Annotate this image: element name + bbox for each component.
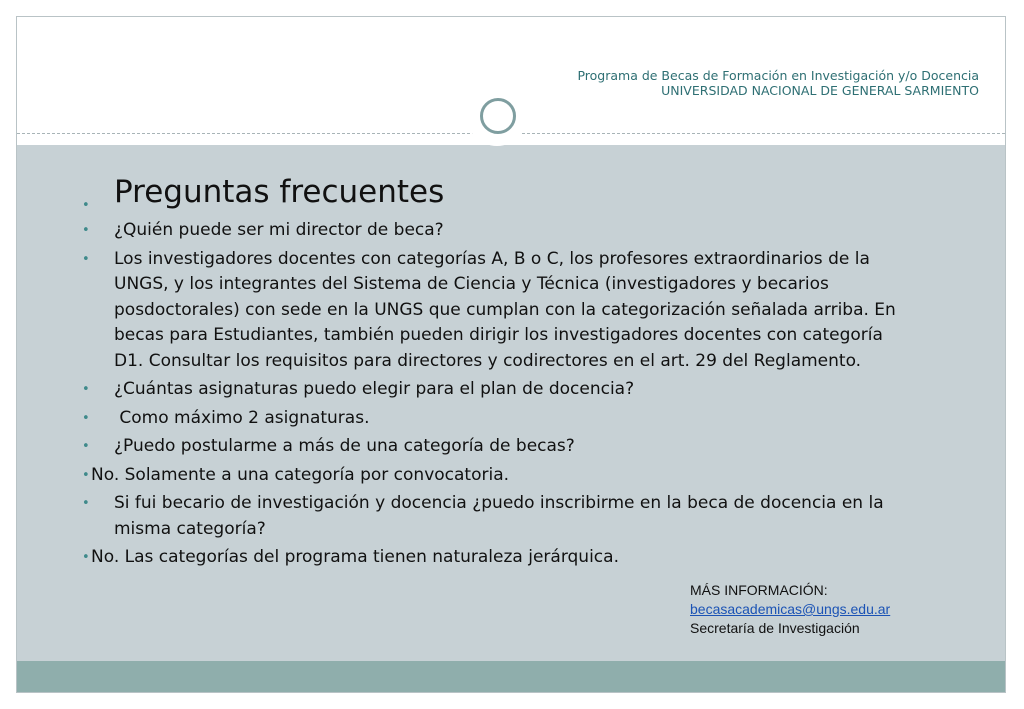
- faq-content: [82, 172, 902, 571]
- university-name: UNIVERSIDAD NACIONAL DE GENERAL SARMIENTO: [661, 83, 979, 98]
- bullet-icon: •: [82, 382, 90, 397]
- office-name: Secretaría de Investigación: [690, 620, 860, 636]
- program-header: [577, 68, 979, 98]
- bullet-icon: •: [82, 550, 90, 565]
- faq-title-item: [82, 172, 902, 212]
- bullet-icon: •: [82, 223, 90, 238]
- bullet-icon: •: [82, 467, 90, 483]
- bullet-icon: •: [82, 198, 90, 213]
- contact-label: MÁS INFORMACIÓN:: [690, 582, 828, 598]
- faq-question: • ¿Quién puede ser mi director de beca?: [82, 218, 902, 244]
- email-link[interactable]: becasacademicas@ungs.edu.ar: [690, 601, 891, 617]
- faq-answer: • Los investigadores docentes con categorías A, B o C, los profesores extraordinarios de la UNGS, y los integrantes del Sistema de Ciencia y Técnica (investigadores y becarios posdoctorales) con sede en la UNGS que cumplan con la categorización señalada arriba. En becas para Estudiantes, también pueden dirigir los investigadores docentes con categoría D1. Consultar los requisitos para directores y codirectores en el art. 29 del Reglamento.: [82, 248, 896, 371]
- page-title: Preguntas frecuentes: [114, 174, 445, 210]
- faq-answer: • No. Las categorías del programa tienen naturaleza jerárquica.: [82, 545, 902, 571]
- bullet-icon: •: [82, 496, 90, 511]
- bullet-icon: •: [82, 410, 90, 426]
- faq-question: • ¿Puedo postularme a más de una categoría de becas?: [82, 434, 902, 460]
- contact-info: [690, 581, 890, 638]
- bullet-icon: •: [82, 439, 90, 454]
- footer-band: [17, 661, 1005, 692]
- faq-question: • ¿Cuántas asignaturas puedo elegir para el plan de docencia?: [82, 377, 902, 403]
- faq-answer: • Como máximo 2 asignaturas.: [82, 406, 902, 432]
- bullet-icon: •: [82, 251, 90, 267]
- faq-answer: • No. Solamente a una categoría por convocatoria.: [82, 463, 902, 489]
- program-title: Programa de Becas de Formación en Investigación y/o Docencia: [577, 68, 979, 83]
- faq-question: • Si fui becario de investigación y docencia ¿puedo inscribirme en la beca de docencia en la misma categoría?: [82, 493, 884, 539]
- ring-logo-inner: [480, 98, 516, 134]
